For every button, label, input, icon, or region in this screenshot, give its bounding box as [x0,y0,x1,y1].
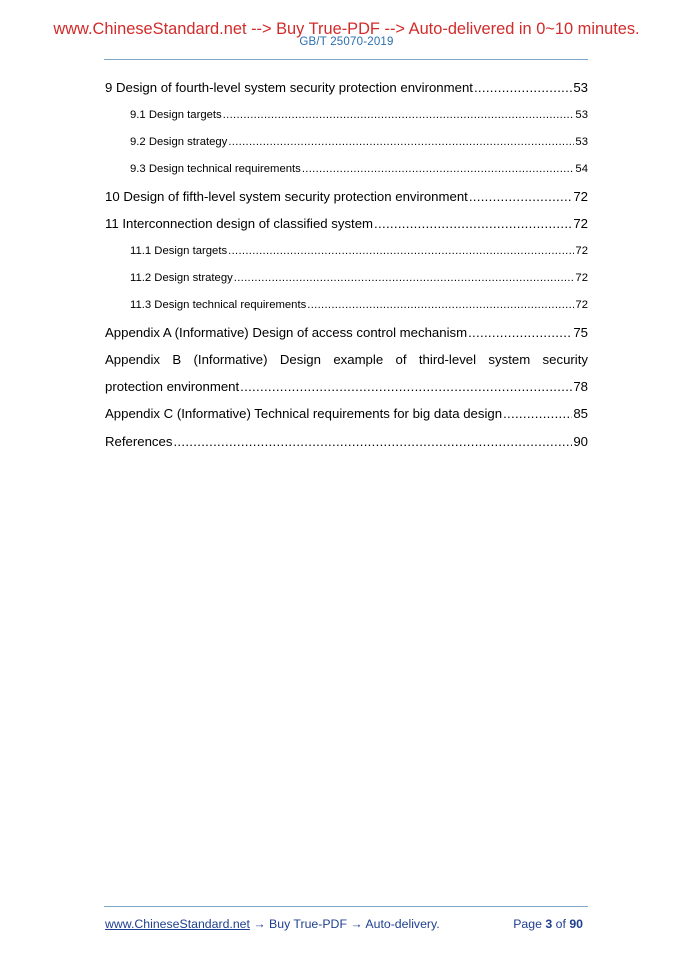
page-current: 3 [545,917,553,931]
toc-entry-title: Appendix A (Informative) Design of access control mechanism [105,325,468,340]
toc-leader-dots [234,270,575,286]
toc-entry-appendix-b-line-1[interactable] [105,351,588,369]
toc-entry-title: Appendix C (Informative) Technical requirements for big data design [105,406,503,421]
toc-entry-title: 10 Design of fifth-level system security protection environment [105,189,468,204]
toc-entry-title-word: Design [279,352,321,367]
page-label: Page [513,917,542,931]
toc-entry-title: 9 Design of fourth-level system security protection environment [105,80,473,95]
toc-entry-page: 53 [575,136,588,148]
toc-leader-dots [474,79,572,97]
toc-leader-dots [223,107,575,123]
toc-entry-page: 53 [575,109,588,121]
toc-entry-title: 9.1 Design targets [130,109,222,121]
toc-entry-title-word: B [172,352,182,367]
toc-leader-dots [469,188,573,206]
toc-leader-dots [302,161,575,177]
toc-entry-page: 90 [573,434,588,449]
footer-promo [105,916,440,932]
header-banner[interactable]: www.ChineseStandard.net --> Buy True-PDF --> Auto-delivered in 0~10 minutes. [53,20,640,38]
toc-entry-11-2[interactable] [130,270,588,286]
toc-leader-dots [503,405,572,423]
toc-entry-title-word: example [333,352,384,367]
toc-entry-9-1[interactable] [130,107,588,123]
toc-entry-title: protection environment [105,379,240,394]
toc-entry-references[interactable] [105,433,588,451]
toc-entry-page: 72 [575,299,588,311]
toc-entry-title: 9.2 Design strategy [130,136,228,148]
toc-entry-page: 54 [575,163,588,175]
toc-entry-appendix-a[interactable] [105,324,588,342]
page-of: of [555,917,566,931]
toc-entry-page: 72 [575,272,588,284]
toc-leader-dots [228,243,574,259]
toc-leader-dots [374,215,572,233]
toc-entry-9-2[interactable] [130,134,588,150]
toc-entry-chapter-10[interactable] [105,188,588,206]
toc-entry-title: 11.3 Design technical requirements [130,299,307,311]
toc-entry-title: 11.1 Design targets [130,245,228,257]
toc-entry-page: 75 [573,325,588,340]
toc-entry-chapter-11[interactable] [105,215,588,233]
toc-entry-9-3[interactable] [130,161,588,177]
toc-entry-title-word: system [488,352,531,367]
toc-entry-title-word: of [395,352,407,367]
toc-entry-page: 72 [575,245,588,257]
toc-leader-dots [173,433,572,451]
toc-entry-11-3[interactable] [130,297,588,313]
toc-entry-title-word: Appendix [105,352,160,367]
toc-entry-page: 85 [573,406,588,421]
footer-divider [104,906,588,907]
footer-site-link[interactable]: www.ChineseStandard.net [105,917,250,931]
footer-tagline: → Buy True-PDF → Auto-delivery. [249,917,440,931]
toc-entry-title-word: security [542,352,588,367]
toc-entry-title: 11 Interconnection design of classified system [105,216,374,231]
document-code: GB/T 25070-2019 [299,36,394,48]
toc-entry-title: 11.2 Design strategy [130,272,233,284]
toc-entry-title-word: (Informative) [193,352,268,367]
toc-entry-page: 53 [573,80,588,95]
toc-leader-dots [240,378,572,396]
page-number [513,916,583,932]
toc-entry-title-word: third-level [418,352,477,367]
toc-entry-appendix-b-line-2[interactable] [105,378,588,396]
page-total: 90 [569,917,583,931]
toc-entry-title: 9.3 Design technical requirements [130,163,301,175]
toc-entry-chapter-9[interactable] [105,79,588,97]
toc-entry-11-1[interactable] [130,243,588,259]
toc-entry-title: References [105,434,173,449]
toc-entry-appendix-c[interactable] [105,405,588,423]
toc-entry-page: 78 [573,379,588,394]
toc-leader-dots [307,297,574,313]
toc-leader-dots [228,134,574,150]
toc-entry-page: 72 [573,216,588,231]
toc-leader-dots [468,324,572,342]
header-divider [104,59,588,60]
toc-entry-page: 72 [573,189,588,204]
